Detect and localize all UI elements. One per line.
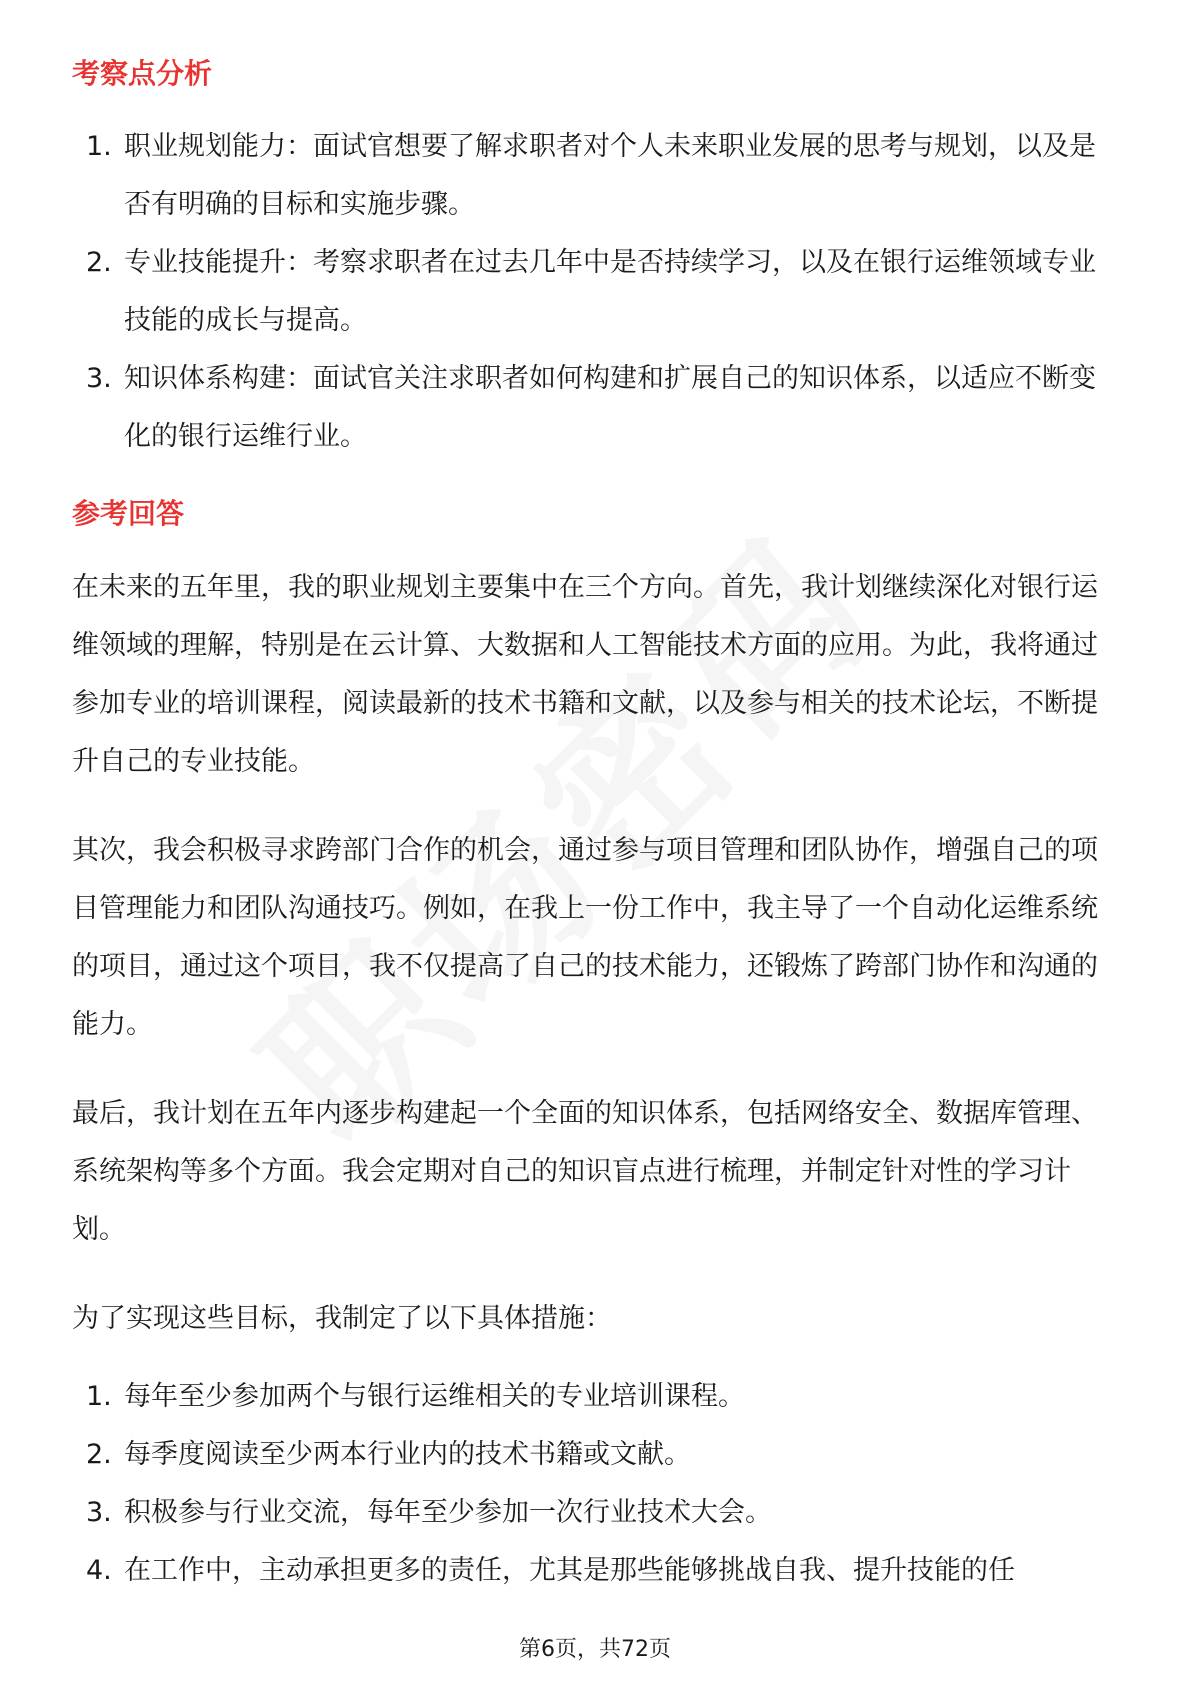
list-number: 2. [86, 247, 112, 278]
list-number: 4. [86, 1555, 112, 1586]
section-heading-analysis: 考察点分析 [72, 57, 213, 90]
list-number: 2. [86, 1439, 112, 1470]
answer-paragraph: 其次，我会积极寻求跨部门合作的机会，通过参与项目管理和团队协作，增强自己的项目管理能力和团队沟通技巧。例如，在我上一份工作中，我主导了一个自动化运维系统的项目，通过这个项目，我不仅提高了自己的技术能力，还锻炼了跨部门协作和沟通的能力。 [72, 835, 1098, 1040]
list-item [72, 234, 1122, 350]
measures-list [72, 1368, 1122, 1600]
list-number: 1. [86, 131, 112, 162]
list-item-text: 每季度阅读至少两本行业内的技术书籍或文献。 [124, 1439, 691, 1470]
list-item [72, 1426, 1122, 1484]
list-item-text: 每年至少参加两个与银行运维相关的专业培训课程。 [124, 1381, 745, 1412]
analysis-list [72, 118, 1122, 466]
list-number: 3. [86, 363, 112, 394]
list-item-text: 专业技能提升：考察求职者在过去几年中是否持续学习，以及在银行运维领域专业技能的成长与提高。 [124, 247, 1096, 336]
list-item [72, 350, 1122, 466]
list-item-text: 职业规划能力：面试官想要了解求职者对个人未来职业发展的思考与规划，以及是否有明确的目标和实施步骤。 [124, 131, 1096, 220]
list-number: 1. [86, 1381, 112, 1412]
section-heading-answer: 参考回答 [72, 497, 185, 530]
list-number: 3. [86, 1497, 112, 1528]
list-item [72, 1484, 1122, 1542]
answer-paragraph: 在未来的五年里，我的职业规划主要集中在三个方向。首先，我计划继续深化对银行运维领域的理解，特别是在云计算、大数据和人工智能技术方面的应用。为此，我将通过参加专业的培训课程，阅读最新的技术书籍和文献，以及参与相关的技术论坛，不断提升自己的专业技能。 [72, 572, 1098, 777]
list-item [72, 1542, 1122, 1600]
list-item [72, 1368, 1122, 1426]
list-item-text: 积极参与行业交流，每年至少参加一次行业技术大会。 [124, 1497, 772, 1528]
page-number: 第6页，共72页 [519, 1637, 671, 1662]
answer-paragraph: 为了实现这些目标，我制定了以下具体措施： [72, 1303, 612, 1334]
list-item [72, 118, 1122, 234]
answer-paragraph: 最后，我计划在五年内逐步构建起一个全面的知识体系，包括网络安全、数据库管理、系统架构等多个方面。我会定期对自己的知识盲点进行梳理，并制定针对性的学习计划。 [72, 1098, 1098, 1245]
list-item-text: 知识体系构建：面试官关注求职者如何构建和扩展自己的知识体系，以适应不断变化的银行运维行业。 [124, 363, 1096, 452]
list-item-text: 在工作中，主动承担更多的责任，尤其是那些能够挑战自我、提升技能的任 [124, 1555, 1015, 1586]
